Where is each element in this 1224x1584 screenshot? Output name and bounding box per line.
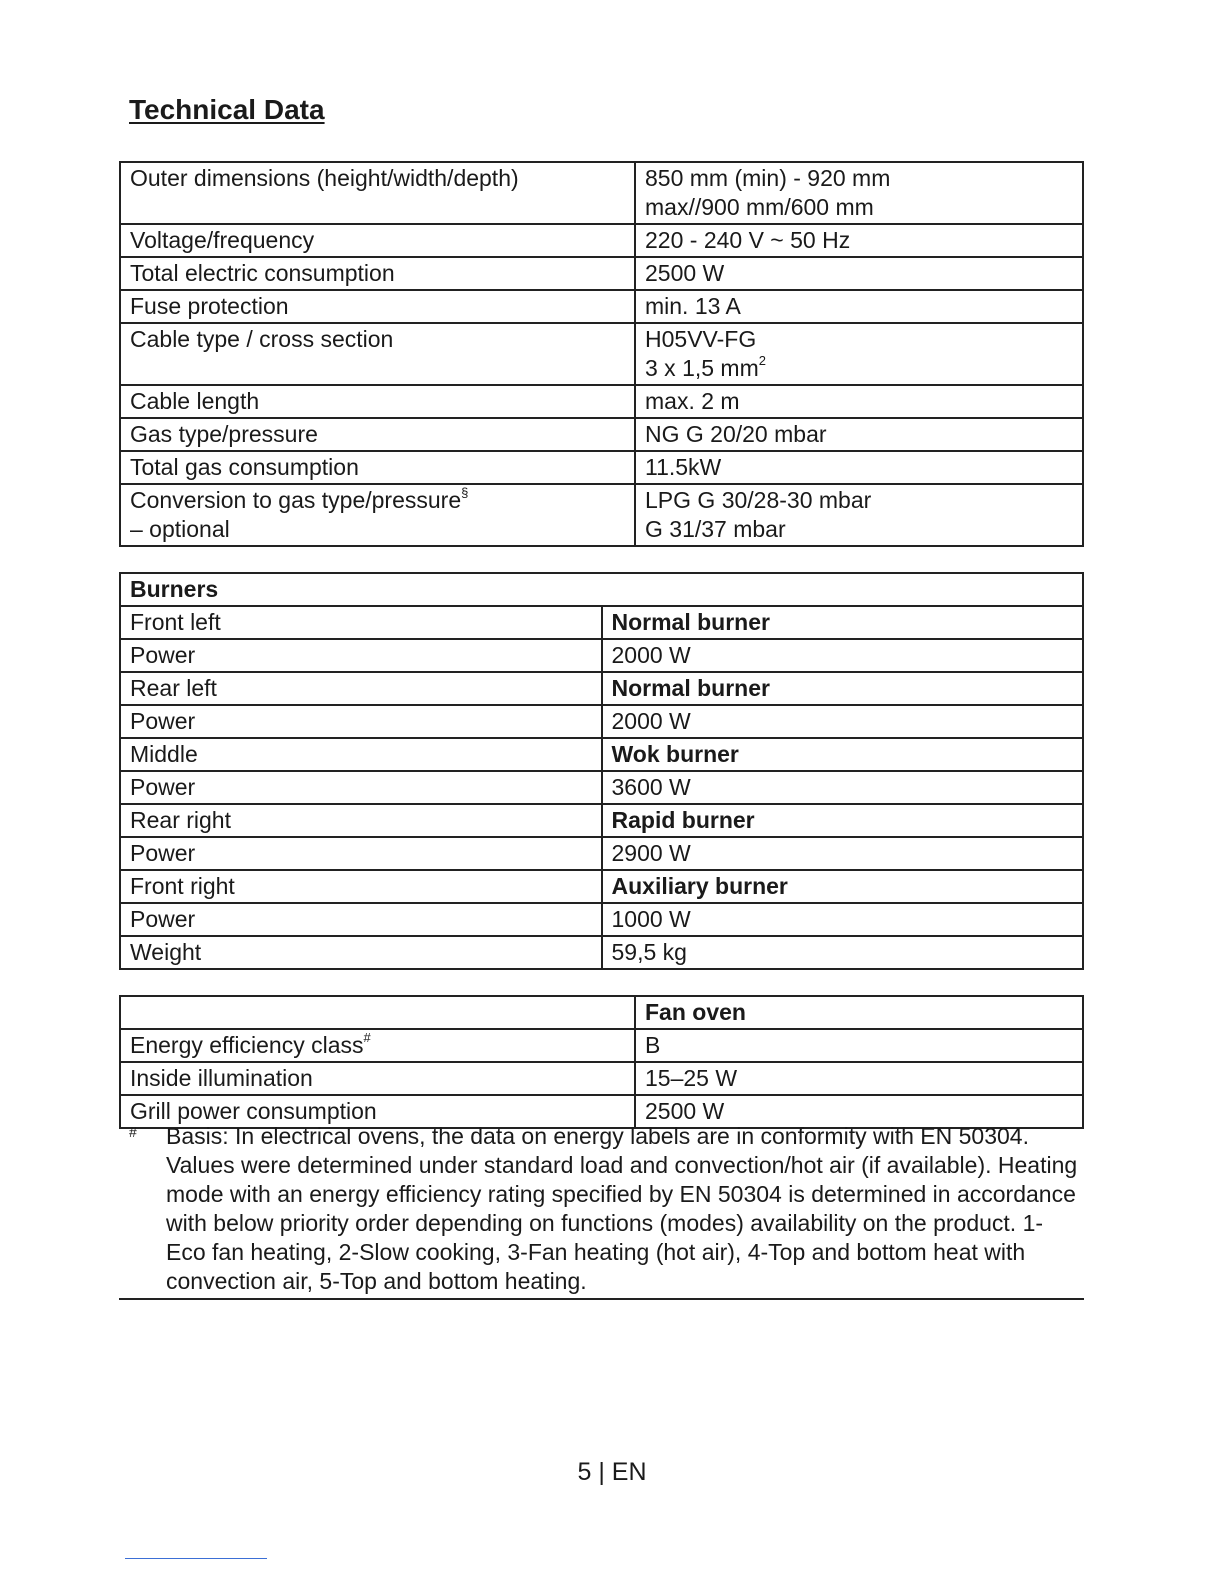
footnote-mark: # <box>129 1124 137 1140</box>
row-value: 3600 W <box>602 771 1084 804</box>
table-row <box>120 290 1083 323</box>
row-value: 2000 W <box>602 639 1084 672</box>
table-row <box>120 804 1083 837</box>
row-value: NG G 20/20 mbar <box>635 418 1083 451</box>
row-value: 59,5 kg <box>602 936 1084 969</box>
row-label: Weight <box>120 936 602 969</box>
row-label: Middle <box>120 738 602 771</box>
row-value: 2500 W <box>635 1095 1083 1128</box>
table-row <box>120 771 1083 804</box>
table-row <box>120 224 1083 257</box>
row-label: Power <box>120 837 602 870</box>
table-row <box>120 162 1083 224</box>
table-row <box>120 418 1083 451</box>
oven-table <box>119 995 1084 1129</box>
row-label: Cable length <box>120 385 635 418</box>
table-row <box>120 639 1083 672</box>
row-value: Rapid burner <box>602 804 1084 837</box>
row-value: Auxiliary burner <box>602 870 1084 903</box>
row-value: Normal burner <box>602 672 1084 705</box>
row-value: 1000 W <box>602 903 1084 936</box>
table-row <box>120 606 1083 639</box>
row-label: Gas type/pressure <box>120 418 635 451</box>
row-value: 2500 W <box>635 257 1083 290</box>
row-label: Total electric consumption <box>120 257 635 290</box>
table-row <box>120 837 1083 870</box>
row-value: LPG G 30/28-30 mbar G 31/37 mbar <box>635 484 1083 546</box>
row-value: H05VV-FG 3 x 1,5 $mm^2$ <box>635 323 1083 385</box>
burners-table <box>119 572 1084 970</box>
row-label: Power <box>120 639 602 672</box>
table-row <box>120 672 1083 705</box>
row-value: min. 13 A <box>635 290 1083 323</box>
row-label: Total gas consumption <box>120 451 635 484</box>
row-label: Fuse protection <box>120 290 635 323</box>
row-value: 2900 W <box>602 837 1084 870</box>
row-label: Voltage/frequency <box>120 224 635 257</box>
row-value: max. 2 m <box>635 385 1083 418</box>
row-value: Wok burner <box>602 738 1084 771</box>
row-label: Conversion to gas type/pressure§ – optional <box>120 484 635 546</box>
row-label: Cable type / cross section <box>120 323 635 385</box>
empty-header-cell <box>120 996 635 1029</box>
row-label: Inside illumination <box>120 1062 635 1095</box>
table-row <box>120 385 1083 418</box>
row-label: Power <box>120 705 602 738</box>
page-title: Technical Data <box>129 94 325 125</box>
row-label: Front left <box>120 606 602 639</box>
row-value: 2000 W <box>602 705 1084 738</box>
table-row <box>120 484 1083 546</box>
footnote-text: Basis: In electrical ovens, the data on energy labels are in conformity with EN 50304. Values were determined under standard load and convection/hot air (if available). Heating mode with an energy efficiency rating specified by EN 50304 is determined in accordance with below priority order depending on functions (modes) availability on the product. 1- Eco fan heating, 2-Slow cooking, 3-Fan heating (hot air), 4-Top and bottom heat with convection air, 5-Top and bottom heating. <box>166 1123 1078 1294</box>
table-header-row <box>120 573 1083 606</box>
table-row <box>120 323 1083 385</box>
row-value: 850 mm (min) - 920 mm max//900 mm/600 mm <box>635 162 1083 224</box>
row-value: Normal burner <box>602 606 1084 639</box>
row-label: Power <box>120 771 602 804</box>
table-header-row <box>120 996 1083 1029</box>
decorative-line <box>125 1558 267 1559</box>
row-value: 220 - 240 V ~ 50 Hz <box>635 224 1083 257</box>
footnote <box>119 1122 1084 1300</box>
oven-header: Fan oven <box>635 996 1083 1029</box>
row-value: B <box>635 1029 1083 1062</box>
table-row <box>120 451 1083 484</box>
table-row <box>120 936 1083 969</box>
table-row <box>120 870 1083 903</box>
row-label: Rear left <box>120 672 602 705</box>
row-label: Energy efficiency class# <box>120 1029 635 1062</box>
row-value: 11.5kW <box>635 451 1083 484</box>
table-row <box>120 257 1083 290</box>
row-label: Power <box>120 903 602 936</box>
table-row <box>120 738 1083 771</box>
row-label: Outer dimensions (height/width/depth) <box>120 162 635 224</box>
page-footer: 5 | EN <box>577 1458 647 1486</box>
row-label: Front right <box>120 870 602 903</box>
burners-header: Burners <box>120 573 1083 606</box>
row-value: 15–25 W <box>635 1062 1083 1095</box>
general-data-table <box>119 161 1084 547</box>
table-row <box>120 903 1083 936</box>
table-row <box>120 1062 1083 1095</box>
table-row <box>120 1029 1083 1062</box>
row-label: Grill power consumption <box>120 1095 635 1128</box>
row-label: Rear right <box>120 804 602 837</box>
table-row <box>120 705 1083 738</box>
